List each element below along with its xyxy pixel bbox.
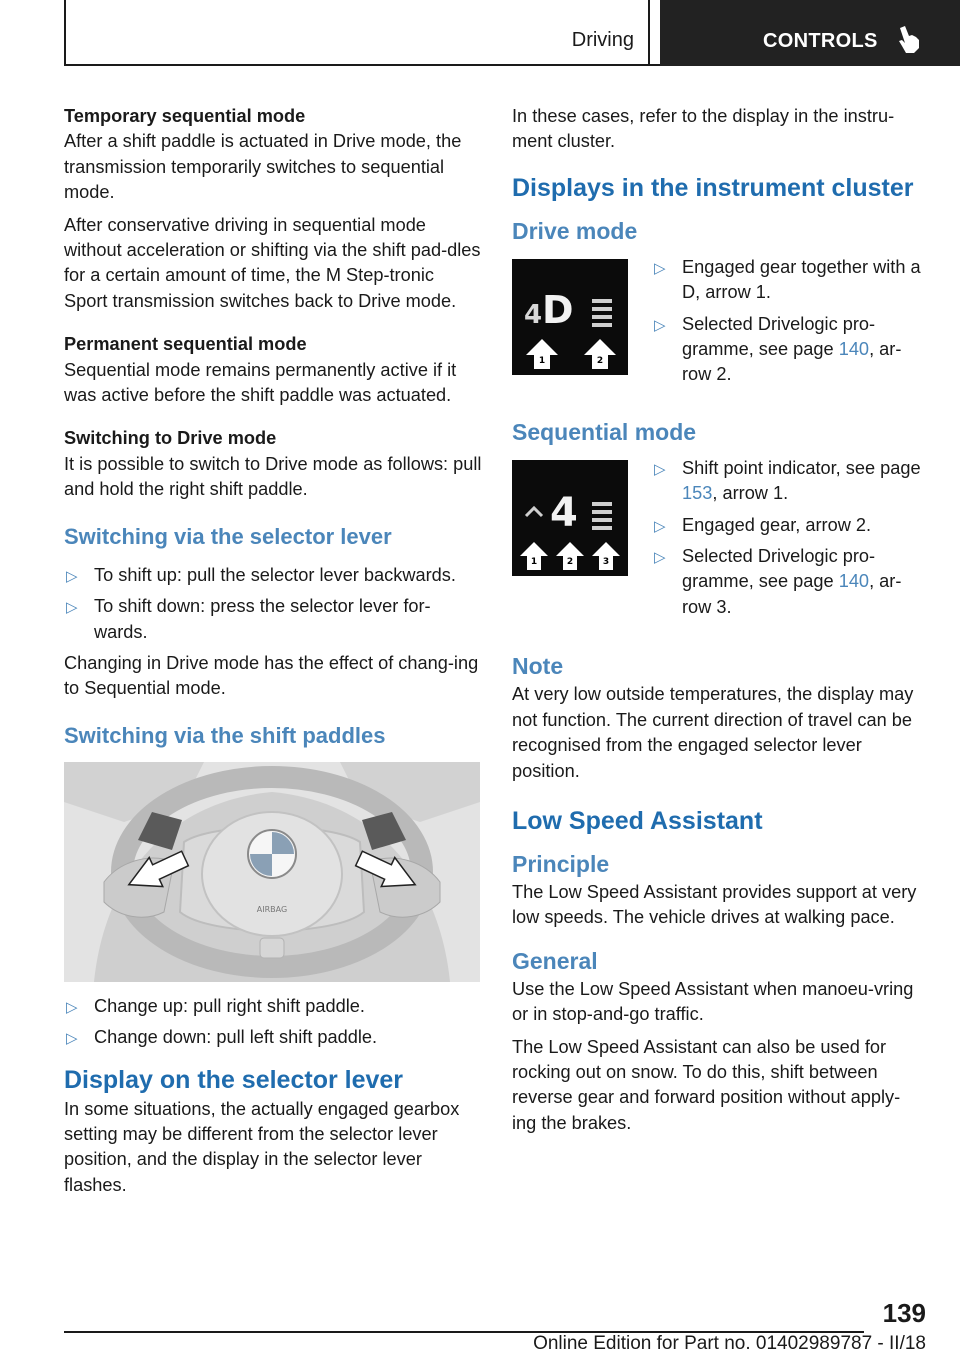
general-p1: Use the Low Speed Assistant when manoeu-vring or in stop-and-go traffic. bbox=[512, 978, 914, 1025]
list-item: ▷ Change down: pull left shift paddle. bbox=[64, 1025, 482, 1050]
airbag-label: AIRBAG bbox=[256, 904, 288, 914]
sequential-mode-list bbox=[652, 456, 922, 626]
drive-mode-list bbox=[652, 255, 922, 394]
svg-text:2: 2 bbox=[596, 355, 604, 366]
triangle-bullet-icon: ▷ bbox=[654, 460, 666, 478]
triangle-bullet-icon: ▷ bbox=[66, 599, 78, 617]
triangle-bullet-icon: ▷ bbox=[654, 259, 666, 277]
cluster-heading: Displays in the instrument cluster bbox=[512, 173, 914, 202]
display-selector-p1: In some situations, the actually engaged gearbox setting may be different from the selector lever position, and the display in the selector lever flashes. bbox=[64, 1098, 460, 1195]
steering-wheel-image bbox=[64, 762, 480, 982]
page-link-140[interactable]: 140 bbox=[838, 571, 870, 592]
selector-heading: Switching via the selector lever bbox=[64, 523, 392, 549]
page-number: 139 bbox=[882, 1298, 926, 1328]
switch-drive-title: Switching to Drive mode bbox=[64, 428, 277, 449]
temp-seq-p2: After conservative driving in sequential mode without acceleration or shifting via the shift pad-dles for a certain amount of time, the M Step-tronic Sport transmission switches back to Drive mode. bbox=[64, 214, 481, 311]
header-chapter-label: CONTROLS bbox=[763, 30, 878, 52]
selector-list bbox=[64, 563, 482, 645]
principle-heading: Principle bbox=[512, 850, 610, 877]
svg-text:D: D bbox=[542, 287, 574, 332]
list-item: ▷ Selected Drivelogic pro-gramme, see page 140, ar-row 3. bbox=[654, 546, 902, 617]
svg-text:3: 3 bbox=[602, 556, 610, 567]
general-p2: The Low Speed Assistant can also be used for rocking out on snow. To do this, shift between reverse gear and forward position without apply-ing the brakes. bbox=[512, 1036, 901, 1133]
drive-mode-row bbox=[512, 255, 922, 400]
triangle-bullet-icon: ▷ bbox=[66, 1030, 78, 1048]
triangle-bullet-icon: ▷ bbox=[654, 517, 666, 535]
triangle-bullet-icon: ▷ bbox=[66, 567, 78, 585]
list-item: ▷ Shift point indicator, see page 153, arrow 1. bbox=[654, 457, 921, 504]
perm-seq-p1: Sequential mode remains permanently active if it was active before the shift paddle was actuated. bbox=[64, 359, 457, 406]
page-link-153[interactable]: 153 bbox=[682, 483, 713, 504]
switch-drive-p1: It is possible to switch to Drive mode as follows: pull and hold the right shift paddle. bbox=[64, 453, 482, 500]
triangle-bullet-icon: ▷ bbox=[654, 316, 666, 334]
svg-text:2: 2 bbox=[566, 556, 574, 567]
footer-edition: Online Edition for Part no. 01402989787 - II/18 bbox=[533, 1333, 926, 1354]
lsa-heading: Low Speed Assistant bbox=[512, 806, 763, 835]
temp-seq-title: Temporary sequential mode bbox=[64, 106, 306, 126]
list-item: ▷ To shift up: pull the selector lever backwards. bbox=[64, 563, 482, 588]
hand-pointer-icon bbox=[896, 24, 922, 54]
selector-p1: Changing in Drive mode has the effect of chang-ing to Sequential mode. bbox=[64, 652, 479, 699]
list-item: ▷ Selected Drivelogic pro-gramme, see page 140, ar-row 2. bbox=[654, 313, 902, 385]
note-heading: Note bbox=[512, 653, 564, 680]
triangle-bullet-icon: ▷ bbox=[66, 998, 78, 1016]
list-item: ▷ To shift down: press the selector lever for-wards. bbox=[66, 596, 431, 642]
paddles-list bbox=[64, 994, 482, 1051]
drive-mode-heading: Drive mode bbox=[512, 217, 638, 244]
left-column bbox=[64, 104, 482, 1205]
svg-text:1: 1 bbox=[530, 556, 538, 567]
sequential-mode-display-image bbox=[512, 460, 628, 576]
svg-text:1: 1 bbox=[538, 355, 546, 366]
header-chapter-tab bbox=[660, 0, 960, 66]
paddles-heading: Switching via the shift paddles bbox=[64, 722, 386, 748]
sequential-mode-heading: Sequential mode bbox=[512, 418, 697, 445]
svg-text:4: 4 bbox=[524, 299, 543, 330]
sequential-mode-row bbox=[512, 456, 922, 632]
header-section-label: Driving bbox=[571, 29, 634, 51]
display-selector-heading: Display on the selector lever bbox=[64, 1065, 404, 1094]
cluster-intro: In these cases, refer to the display in the instru-ment cluster. bbox=[512, 106, 895, 152]
list-item: ▷ Engaged gear together with a D, arrow 1. bbox=[654, 256, 921, 303]
list-item: ▷ Engaged gear, arrow 2. bbox=[652, 513, 922, 538]
note-p1: At very low outside temperatures, the display may not function. The current direction of travel can be recognised from the engaged selector lever position. bbox=[512, 684, 914, 781]
header-section-tab bbox=[64, 0, 650, 66]
drive-mode-display-image bbox=[512, 259, 628, 375]
temp-seq-p1: After a shift paddle is actuated in Drive mode, the transmission temporarily switches to sequential mode. bbox=[64, 131, 462, 203]
list-item: ▷ Change up: pull right shift paddle. bbox=[64, 994, 482, 1019]
principle-p1: The Low Speed Assistant provides support at very low speeds. The vehicle drives at walking pace. bbox=[512, 881, 917, 928]
page-link-140[interactable]: 140 bbox=[838, 339, 870, 360]
general-heading: General bbox=[512, 947, 598, 974]
triangle-bullet-icon: ▷ bbox=[654, 549, 666, 567]
svg-text:4: 4 bbox=[550, 489, 578, 536]
right-column bbox=[512, 104, 922, 1143]
perm-seq-title: Permanent sequential mode bbox=[64, 334, 307, 355]
